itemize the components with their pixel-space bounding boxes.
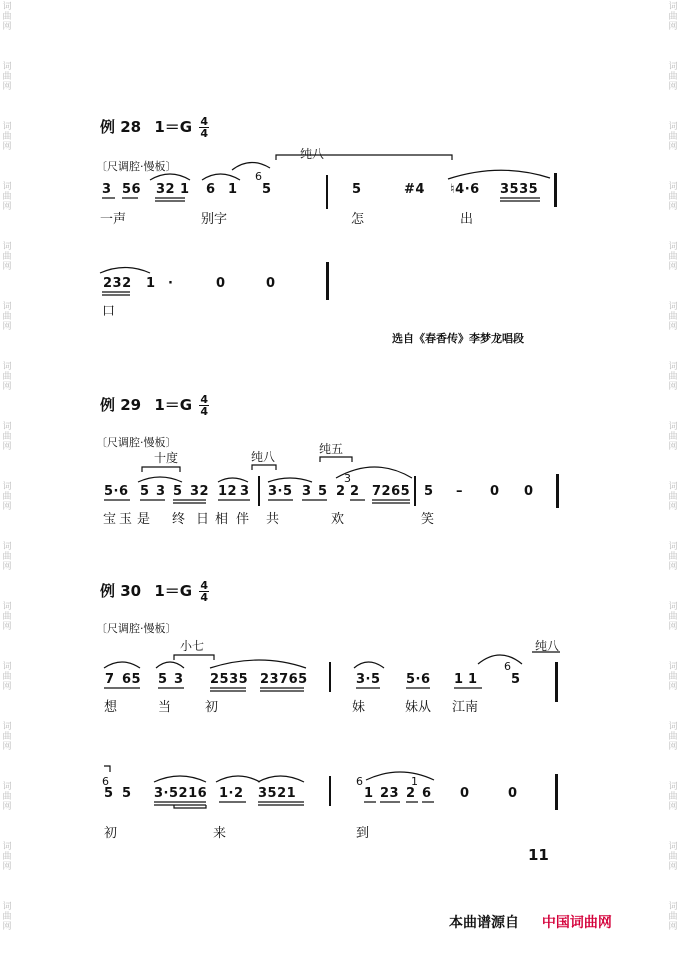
ex28-lyric: 怎 [351,212,365,227]
ex30-note: 1 [364,786,374,801]
ex30-lyric: 初 [205,700,219,715]
watermark-text: 词 曲 网 [2,362,12,392]
ex30-grace-note: 6 [504,660,511,673]
ex28-note: 3 [102,182,112,197]
example-28-interval-label: 纯八 [300,147,325,161]
ex29-note: 5 [140,484,150,499]
watermark-text: 词 曲 网 [668,122,678,152]
ex29-rest: 0 [490,484,500,499]
example-29-interval-label: 纯五 [319,442,344,456]
watermark-text: 词 曲 网 [2,842,12,872]
ex30-note: 1 [454,672,464,687]
ex28-note: 1 [228,182,238,197]
ex30-lyric: 妹从 [405,700,432,715]
ex29-lyric: 终 [172,512,186,527]
ex28-note: 6 [206,182,216,197]
ex29-lyric: 相 [215,512,229,527]
ex29-lyric: 宝 [103,512,117,527]
ex28-rest: 0 [266,276,276,291]
ex28-lyric: 口 [102,304,116,319]
example-29-number: 例 29 [100,396,142,414]
ex28-lyric: 出 [460,212,474,227]
ex28-lyric: 别字 [201,212,228,227]
ex28-note: 56 [122,182,142,197]
example-29-interval-label: 十度 [154,451,179,465]
ex28-note: #4 [404,182,425,197]
example-30-interval-label: 小七 [180,639,205,653]
ex29-note: 5 [424,484,434,499]
watermark-text: 词 曲 网 [668,242,678,272]
ex28-note: ♮4·6 [450,182,480,197]
ex30-note: 23765 [260,672,308,687]
ex28-note: 5 [262,182,272,197]
watermark-text: 词 曲 网 [668,662,678,692]
ex28-note: 32 [156,182,176,197]
ex29-lyric: 日 [196,512,210,527]
example-29-meter: $\frac{4}{4}$ [200,393,208,418]
ex30-lyric: 江南 [452,700,479,715]
ex30-note: 3·5 [356,672,381,687]
ex29-rest: 0 [524,484,534,499]
ex30-note: 5 [104,786,114,801]
ex29-note: 3 [240,484,250,499]
ex28-note: 1 [146,276,156,291]
watermark-text: 词 曲 网 [668,902,678,932]
ex30-note: 3·5216 [154,786,208,801]
ex30-grace-note: 6 [356,775,363,788]
example-29-style-tag: 〔尺调腔·慢板〕 [96,436,177,449]
ex30-note: 5 [158,672,168,687]
ex30-note: 3 [174,672,184,687]
ex30-note: 5 [122,786,132,801]
ex30-rest: 0 [460,786,470,801]
watermark-text: 词 曲 网 [668,422,678,452]
ex29-note: 7265 [372,484,411,499]
ex30-lyric: 到 [356,826,370,841]
watermark-text: 词 曲 网 [2,2,12,32]
ex30-lyric: 想 [104,700,118,715]
ex29-lyric: 是 [137,512,151,527]
ex30-note: 2535 [210,672,249,687]
watermark-text: 词 曲 网 [668,842,678,872]
watermark-text: 词 曲 网 [2,782,12,812]
ex29-lyric: 共 [266,512,280,527]
ex29-lyric: 玉 [119,512,133,527]
watermark-text: 词 曲 网 [668,182,678,212]
ex28-note: 5 [352,182,362,197]
example-30-style-tag: 〔尺调腔·慢板〕 [96,622,177,635]
watermark-text: 词 曲 网 [2,302,12,332]
watermark-text: 词 曲 网 [2,182,12,212]
watermark-text: 词 曲 网 [2,122,12,152]
ex30-grace-note: 1 [411,775,418,788]
ex29-note: 5·6 [104,484,129,499]
watermark-text: 词 曲 网 [668,62,678,92]
ex28-lyric: 一声 [100,212,127,227]
ex29-lyric: 笑 [421,512,435,527]
ex30-lyric: 初 [104,826,118,841]
example-30-number: 例 30 [100,582,142,600]
ex28-note: 3535 [500,182,539,197]
ex29-note: 12 [218,484,238,499]
ex28-note: 1 [180,182,190,197]
ex30-note: 3521 [258,786,297,801]
ex28-note: 232 [103,276,132,291]
ex29-note: 5 [173,484,183,499]
watermark-text: 词 曲 网 [668,602,678,632]
example-30-meter: $\frac{4}{4}$ [200,579,208,604]
ex30-note: 5 [511,672,521,687]
example-30-interval-label: 纯八 [535,639,560,653]
watermark-text: 词 曲 网 [2,902,12,932]
ex28-grace-note: 6 [255,170,262,183]
ex30-lyric: 当 [158,700,172,715]
ex28-rest: 0 [216,276,226,291]
watermark-text: 词 曲 网 [2,242,12,272]
example-28-meter: $\frac{4}{4}$ [200,115,208,140]
watermark-text: 词 曲 网 [668,782,678,812]
example-28-style-tag: 〔尺调腔·慢板〕 [96,160,177,173]
footer-prefix: 本曲谱源自 [449,915,519,931]
ex29-note: 2 [336,484,346,499]
watermark-text: 词 曲 网 [668,722,678,752]
ex28-dot: · [168,276,174,291]
ex28-source: 选自《春香传》李梦龙唱段 [392,332,524,345]
ex30-note: 5·6 [406,672,431,687]
example-28-number: 例 28 [100,118,142,136]
ex30-lyric: 妹 [352,700,366,715]
ex30-note: 65 [122,672,142,687]
watermark-text: 词 曲 网 [668,482,678,512]
ex29-note: 32 [190,484,210,499]
watermark-text: 词 曲 网 [2,422,12,452]
ex30-note: 1·2 [219,786,244,801]
ex29-lyric: 欢 [331,512,345,527]
ex30-lyric: 来 [213,826,227,841]
ex29-note: 3 [156,484,166,499]
ex30-note: 23 [380,786,400,801]
ex30-note: 7 [105,672,115,687]
watermark-text: 词 曲 网 [668,302,678,332]
watermark-text: 词 曲 网 [2,62,12,92]
ex29-lyric: 伴 [236,512,250,527]
ex29-note: 2 [350,484,360,499]
ex29-grace-note: 3 [344,472,351,485]
example-29-key: 1＝G [154,396,193,414]
ex30-rest: 0 [508,786,518,801]
ex29-note: 5 [318,484,328,499]
ex29-note: 3 [302,484,312,499]
watermark-text: 词 曲 网 [668,542,678,572]
watermark-text: 词 曲 网 [668,2,678,32]
watermark-text: 词 曲 网 [668,362,678,392]
watermark-text: 词 曲 网 [2,662,12,692]
ex30-grace-note: 6 [102,775,109,788]
ex29-dash: – [456,484,463,499]
footer-brand-link[interactable]: 中国词曲网 [541,915,612,931]
example-30-key: 1＝G [154,582,193,600]
page-number: 11 [528,846,549,864]
watermark-text: 词 曲 网 [2,542,12,572]
ex30-note: 6 [422,786,432,801]
example-28-key: 1＝G [154,118,193,136]
ex30-note: 1 [468,672,478,687]
watermark-text: 词 曲 网 [2,482,12,512]
ex30-note: 2 [406,786,416,801]
watermark-text: 词 曲 网 [2,602,12,632]
ex29-note: 3·5 [268,484,293,499]
example-29-interval-label: 纯八 [251,450,276,464]
watermark-text: 词 曲 网 [2,722,12,752]
